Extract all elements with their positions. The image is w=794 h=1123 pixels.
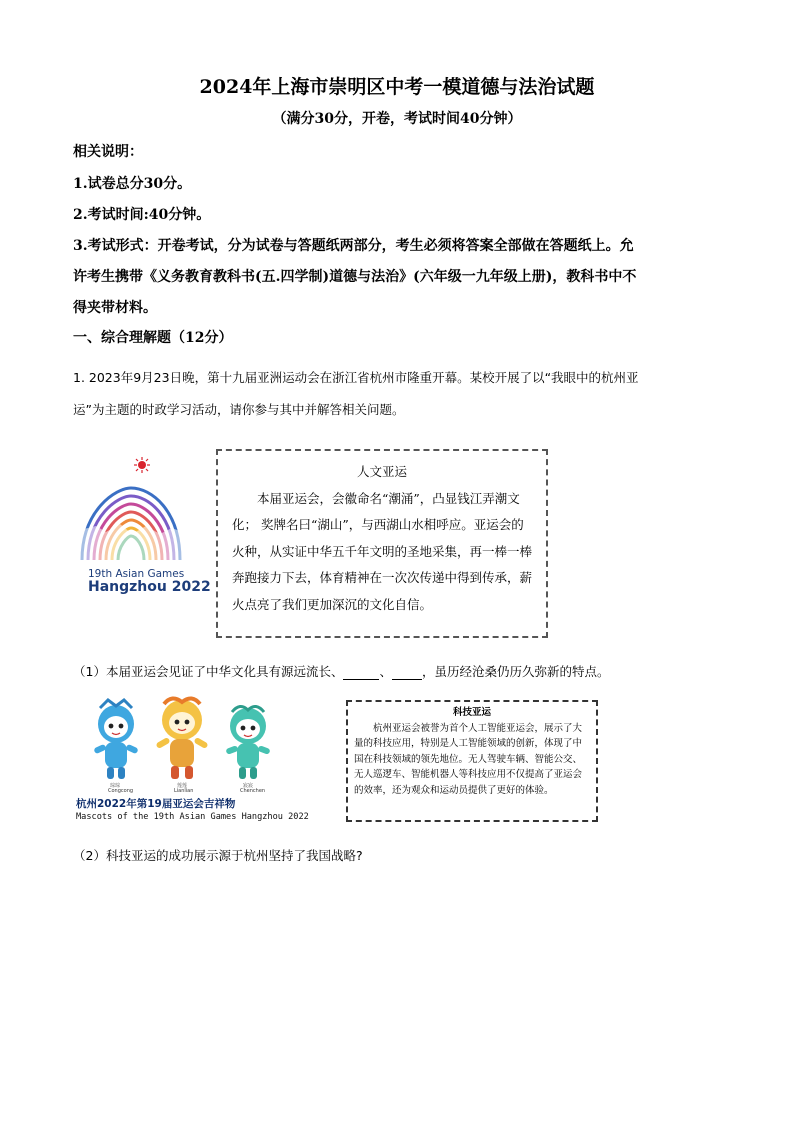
section-heading: 一、综合理解题（12分）	[73, 330, 233, 346]
mascots-caption-cn: 杭州2022年第19届亚运会吉祥物	[76, 798, 236, 810]
notes-heading: 相关说明：	[73, 144, 143, 160]
sub-question-1	[73, 662, 610, 680]
box-title: 人文亚运	[356, 464, 407, 479]
answer-blank-2[interactable]	[392, 664, 422, 680]
box-title: 科技亚运	[452, 707, 491, 718]
sub-question-1-text-before: （1）本届亚运会见证了中华文化具有源远流长、	[73, 664, 344, 679]
question-intro-line-1: 1. 2023年9月23日晚，第十九届亚洲运动会在浙江省杭州市隆重开幕。某校开展了以“我眼中的杭州亚	[73, 370, 639, 385]
humanities-asian-games-box	[216, 449, 548, 638]
box-text: 本届亚运会，会徽命名“潮涌”，凸显钱江弄潮文化； 奖牌名曰“湖山”，与西湖山水相呼应。亚运会的火种，从实证中华五千年文明的圣地采集，再一棒一棒奔跑接力下去，体育精神在一次次传递中得到传承，薪火点亮了我们更加深沉的文化自信。	[232, 490, 533, 612]
sub-question-2: （2）科技亚运的成功展示源于杭州坚持了我国战略?	[73, 848, 363, 863]
logo-text-line-2: Hangzhou 2022	[88, 579, 211, 595]
box-text: 杭州亚运会被誉为首个人工智能亚运会，展示了大量的科技应用，特别是人工智能领域的创新，体现了中国在科技领域的领先地位。无人驾驶车辆、智能公交、无人巡逻车、智能机器人等科技应用不仅提高了亚运会的效率，还为观众和运动员提供了更好的体验。	[354, 722, 583, 796]
logo-text-line-1: 19th Asian Games	[88, 568, 185, 580]
notes-item-2: 2.考试时间:40分钟。	[73, 207, 211, 223]
notes-item-1: 1.试卷总分30分。	[73, 176, 192, 192]
notes-item-3-line-3: 得夹带材料。	[73, 300, 157, 316]
page-title: 2024年上海市崇明区中考一模道德与法治试题	[199, 76, 595, 98]
mascot-name-2: 莲莲	[177, 783, 188, 789]
sub-question-1-separator: 、	[379, 664, 392, 679]
sub-question-1-text-after: ，虽历经沧桑仍历久弥新的特点。	[421, 664, 610, 679]
mascot-pinyin-3: Chenchen	[240, 788, 266, 794]
technology-asian-games-box	[346, 700, 598, 822]
notes-item-3-line-2: 许考生携带《义务教育教科书(五.四学制)道德与法治》(六年级一九年级上册)，教科书中不	[73, 269, 637, 285]
mascot-name-1: 琮琮	[110, 783, 121, 789]
mascot-pinyin-2: Lianlian	[174, 788, 194, 794]
answer-blank-1[interactable]	[343, 664, 379, 680]
notes-item-3-line-1: 3.考试形式：开卷考试，分为试卷与答题纸两部分，考生必须将答案全部做在答题纸上。允	[73, 238, 634, 254]
mascot-pinyin-1: Congcong	[108, 788, 134, 794]
page-subtitle: （满分30分，开卷，考试时间40分钟）	[272, 111, 522, 127]
mascots-caption-en: Mascots of the 19th Asian Games Hangzhou 2022	[76, 812, 309, 822]
mascot-name-3: 宸宸	[243, 783, 254, 789]
question-intro-line-2: 运”为主题的时政学习活动，请你参与其中并解答相关问题。	[73, 402, 405, 417]
